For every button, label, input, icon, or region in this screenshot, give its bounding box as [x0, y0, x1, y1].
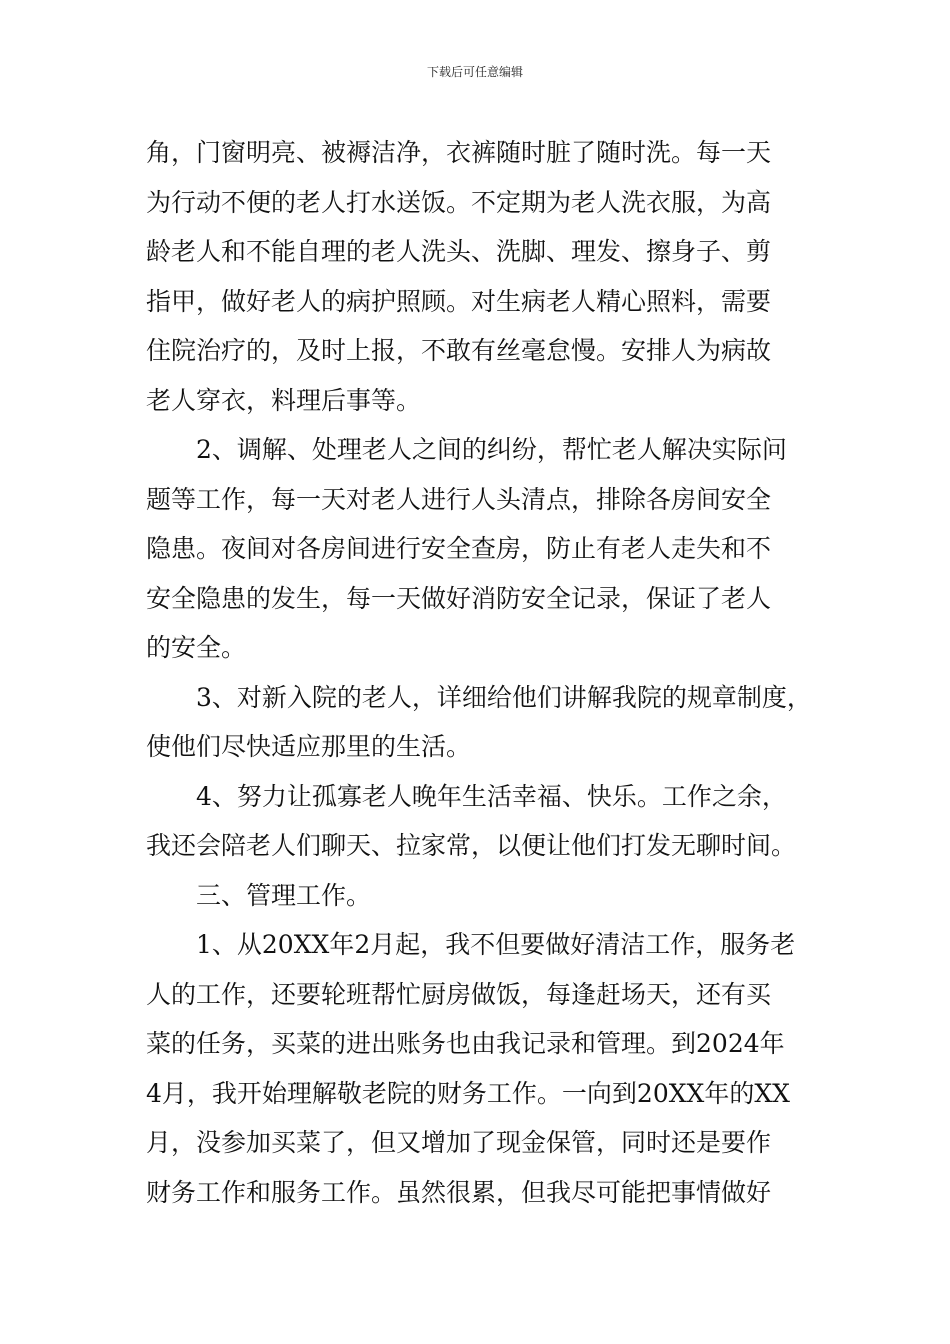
section-heading: 三、管理工作。 [196, 880, 372, 910]
text-line: 财务工作和服务工作。虽然很累，但我尽可能把事情做好 [146, 1177, 772, 1207]
text-line: 角，门窗明亮、被褥洁净，衣裤随时脏了随时洗。每一天 [146, 138, 772, 167]
text-line: 为行动不便的老人打水送饭。不定期为老人洗衣服，为高 [146, 187, 772, 217]
text-line: 题等工作，每一天对老人进行人头清点，排除各房间安全 [146, 484, 772, 514]
text-line: 安全隐患的发生，每一天做好消防安全记录，保证了老人 [146, 583, 772, 613]
paragraph-start-line: 4、努力让孤寡老人晚年生活幸福、快乐。工作之余， [196, 781, 787, 811]
text-line: 龄老人和不能自理的老人洗头、洗脚、理发、擦身子、剪 [146, 237, 772, 266]
text-line: 4月，我开始理解敬老院的财务工作。一向到20XX年的XX [146, 1078, 790, 1108]
text-line: 的安全。 [146, 633, 247, 662]
paragraph-start-line: 2、调解、处理老人之间的纠纷，帮忙老人解决实际问 [196, 435, 787, 464]
text-line: 使他们尽快适应那里的生活。 [146, 732, 472, 761]
document-body [146, 128, 826, 1217]
text-line: 隐患。夜间对各房间进行安全查房，防止有老人走失和不 [146, 534, 772, 563]
text-line: 指甲，做好老人的病护照顾。对生病老人精心照料，需要 [146, 286, 772, 316]
page-header: 下载后可任意编辑 [426, 65, 523, 79]
text-line: 菜的任务，买菜的进出账务也由我记录和管理。到2024年 [146, 1029, 785, 1058]
text-line: 老人穿衣，料理后事等。 [146, 385, 422, 415]
text-line: 我还会陪老人们聊天、拉家常，以便让他们打发无聊时间。 [146, 831, 797, 860]
text-line: 人的工作，还要轮班帮忙厨房做饭，每逢赶场天，还有买 [146, 979, 772, 1009]
paragraph-start-line: 3、对新入院的老人，详细给他们讲解我院的规章制度， [196, 682, 812, 712]
text-line: 月，没参加买菜了，但又增加了现金保管，同时还是要作 [146, 1128, 772, 1157]
paragraph-start-line: 1、从20XX年2月起，我不但要做好清洁工作，服务老 [196, 930, 796, 959]
text-line: 住院治疗的，及时上报，不敢有丝毫怠慢。安排人为病故 [146, 336, 772, 365]
